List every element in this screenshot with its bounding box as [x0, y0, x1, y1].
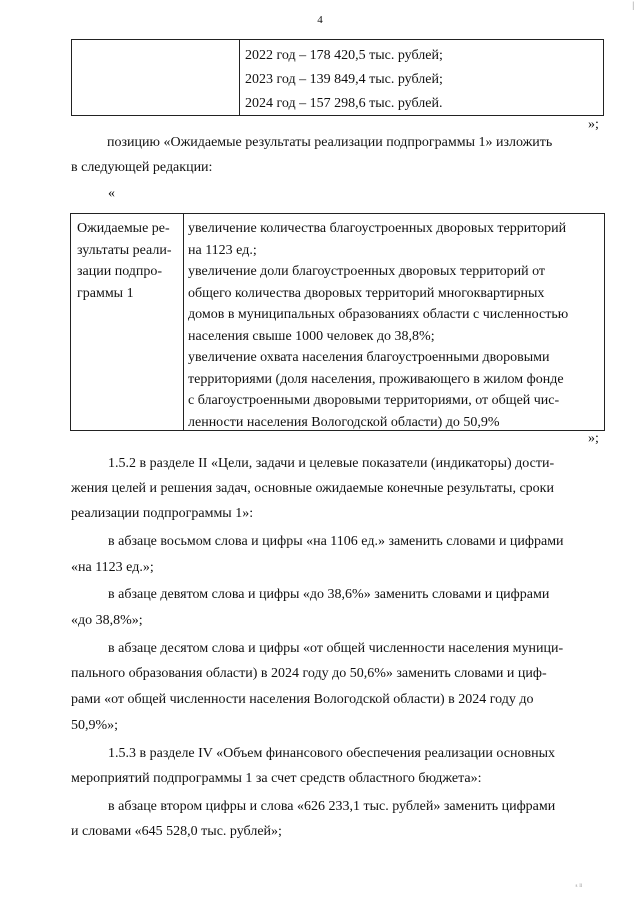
- label-line: зультаты реали-: [77, 242, 172, 258]
- footer-mark: ˢ ˡˡ: [575, 882, 582, 891]
- funding-line: 2022 год – 178 420,5 тыс. рублей;: [245, 48, 443, 63]
- label-line: Ожидаемые ре-: [77, 221, 170, 236]
- section-152-line: 1.5.2 в разделе II «Цели, задачи и целевые показатели (индикаторы) дости-: [108, 456, 555, 471]
- content-line: увеличение количества благоустроенных дворовых территорий: [188, 221, 567, 236]
- item-10-line: 50,9%»;: [71, 718, 119, 733]
- results-table-content: [188, 218, 568, 433]
- paragraph-line: в следующей редакции:: [71, 160, 213, 175]
- item-9-line: в абзаце девятом слова и цифры «до 38,6%» заменить словами и цифрами: [108, 587, 550, 602]
- paragraph-line: позицию «Ожидаемые результаты реализации подпрограммы 1» изложить: [107, 135, 553, 150]
- corner-mark: |: [632, 0, 634, 10]
- item-9-line: «до 38,8%»;: [71, 613, 143, 628]
- funding-lines: [245, 44, 443, 116]
- close-quote: »;: [588, 117, 599, 132]
- results-table: [70, 213, 605, 431]
- content-line: ленности населения Вологодской области) до 50,9%: [188, 414, 500, 430]
- content-line: территориями (доля населения, проживающего в жилом фонде: [188, 371, 564, 387]
- item-2-line: и словами «645 528,0 тыс. рублей»;: [71, 824, 282, 839]
- table-column-separator: [239, 40, 240, 115]
- content-line: населения свыше 1000 человек до 38,8%;: [188, 328, 435, 344]
- item-10-line: в абзаце десятом слова и цифры «от общей численности населения муници-: [108, 641, 564, 656]
- item-2-line: в абзаце втором цифры и слова «626 233,1 тыс. рублей» заменить цифрами: [108, 799, 556, 814]
- table-column-separator: [183, 214, 184, 430]
- open-quote: «: [108, 186, 115, 201]
- funding-line: 2024 год – 157 298,6 тыс. рублей.: [245, 96, 443, 111]
- label-line: граммы 1: [77, 285, 134, 301]
- section-153-line: мероприятий подпрограммы 1 за счет средств областного бюджета»:: [71, 771, 482, 786]
- item-10-line: рами «от общей численности населения Вологодской области) в 2024 году до: [71, 692, 534, 707]
- content-line: с благоустроенными дворовыми территориями, от общей чис-: [188, 393, 560, 408]
- section-152-line: жения целей и решения задач, основные ожидаемые конечные результаты, сроки: [71, 481, 554, 496]
- section-152-line: реализации подпрограммы 1»:: [71, 506, 254, 521]
- results-table-label: [77, 218, 172, 304]
- item-10-line: пального образования области) в 2024 году до 50,6%» заменить словами и циф-: [71, 666, 547, 681]
- section-153-line: 1.5.3 в разделе IV «Объем финансового обеспечения реализации основных: [108, 746, 555, 761]
- content-line: увеличение доли благоустроенных дворовых территорий от: [188, 264, 546, 279]
- page-number: 4: [317, 14, 323, 26]
- funding-table: [71, 39, 604, 116]
- content-line: на 1123 ед.;: [188, 242, 257, 258]
- item-8-line: в абзаце восьмом слова и цифры «на 1106 ед.» заменить словами и цифрами: [108, 534, 564, 549]
- close-quote: »;: [588, 431, 599, 446]
- item-8-line: «на 1123 ед.»;: [71, 560, 154, 575]
- content-line: общего количества дворовых территорий многоквартирных: [188, 285, 545, 301]
- content-line: увеличение охвата населения благоустроенными дворовыми: [188, 350, 550, 365]
- funding-line: 2023 год – 139 849,4 тыс. рублей;: [245, 72, 443, 87]
- label-line: зации подпро-: [77, 264, 163, 279]
- content-line: домов в муниципальных образованиях области с численностью: [188, 307, 569, 322]
